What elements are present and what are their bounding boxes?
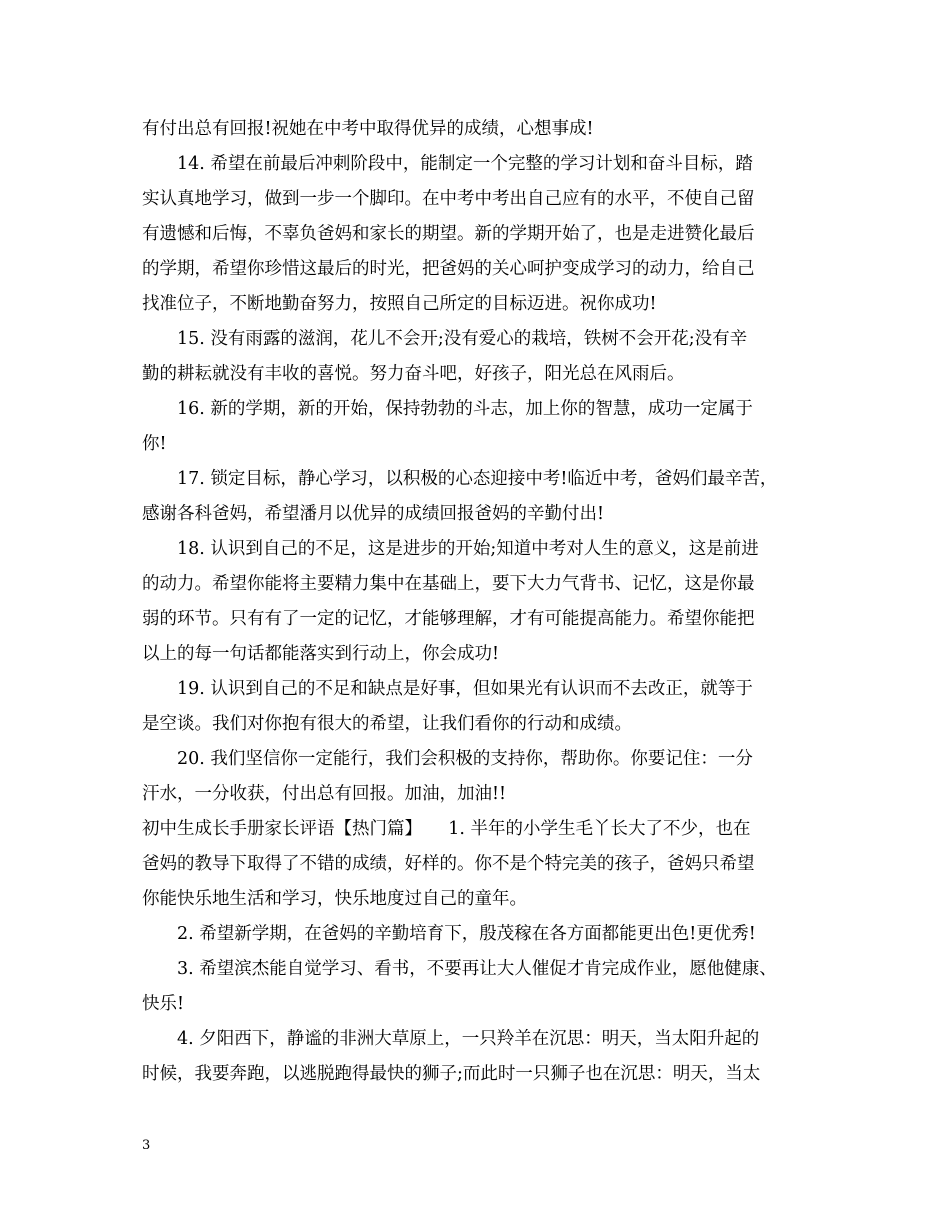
text-line: 是空谈。我们对你抱有很大的希望，让我们看你的行动和成绩。 bbox=[142, 714, 632, 734]
text-line: 你! bbox=[142, 434, 167, 454]
text-line: 弱的环节。只有有了一定的记忆，才能够理解，才有可能提高能力。希望你能把 bbox=[142, 609, 755, 629]
text-line: 3. 希望滨杰能自觉学习、看书，不要再让大人催促才肯完成作业，愿他健康、 bbox=[177, 959, 777, 979]
text-line: 时候，我要奔跑，以逃脱跑得最快的狮子;而此时一只狮子也在沉思：明天，当太 bbox=[142, 1064, 761, 1084]
section-heading-line: 初中生成长手册家长评语【热门篇】 1. 半年的小学生毛丫长大了不少，也在 bbox=[142, 819, 751, 839]
text-line: 20. 我们坚信你一定能行，我们会积极的支持你，帮助你。你要记住：一分 bbox=[177, 749, 753, 769]
text-line: 你能快乐地生活和学习，快乐地度过自己的童年。 bbox=[142, 889, 527, 909]
text-line: 16. 新的学期，新的开始，保持勃勃的斗志，加上你的智慧，成功一定属于 bbox=[177, 399, 753, 419]
text-line: 19. 认识到自己的不足和缺点是好事，但如果光有认识而不去改正，就等于 bbox=[177, 679, 753, 699]
text-line: 15. 没有雨露的滋润，花儿不会开;没有爱心的栽培，铁树不会开花;没有辛 bbox=[177, 329, 748, 349]
text-line: 的学期，希望你珍惜这最后的时光，把爸妈的关心呵护变成学习的动力，给自己 bbox=[142, 259, 755, 279]
text-line: 4. 夕阳西下，静谧的非洲大草原上，一只羚羊在沉思：明天，当太阳升起的 bbox=[177, 1029, 760, 1049]
text-line: 感谢各科爸妈，希望潘月以优异的成绩回报爸妈的辛勤付出! bbox=[142, 504, 605, 524]
text-line: 18. 认识到自己的不足，这是进步的开始;知道中考对人生的意义，这是前进 bbox=[177, 539, 759, 559]
text-line: 的动力。希望你能将主要精力集中在基础上，要下大力气背书、记忆，这是你最 bbox=[142, 574, 755, 594]
text-line: 实认真地学习，做到一步一个脚印。在中考中考出自己应有的水平，不使自己留 bbox=[142, 189, 755, 209]
text-line: 爸妈的教导下取得了不错的成绩，好样的。你不是个特完美的孩子，爸妈只希望 bbox=[142, 854, 755, 874]
text-line: 汗水，一分收获，付出总有回报。加油，加油!! bbox=[142, 784, 507, 804]
text-line: 以上的每一句话都能落实到行动上，你会成功! bbox=[142, 644, 500, 664]
text-line: 有遗憾和后悔，不辜负爸妈和家长的期望。新的学期开始了，也是走进赞化最后 bbox=[142, 224, 755, 244]
text-line: 2. 希望新学期，在爸妈的辛勤培育下，殷茂稼在各方面都能更出色!更优秀! bbox=[177, 924, 756, 944]
text-line: 勤的耕耘就没有丰收的喜悦。努力奋斗吧，好孩子，阳光总在风雨后。 bbox=[142, 364, 685, 384]
text-line: 快乐! bbox=[142, 994, 185, 1014]
text-line: 17. 锁定目标，静心学习，以积极的心态迎接中考!临近中考，爸妈们最辛苦， bbox=[177, 469, 778, 489]
page-number: 3 bbox=[142, 1138, 151, 1153]
text-line: 14. 希望在前最后冲刺阶段中，能制定一个完整的学习计划和奋斗目标，踏 bbox=[177, 154, 753, 174]
text-line: 有付出总有回报!祝她在中考中取得优异的成绩，心想事成! bbox=[142, 119, 594, 139]
text-line: 找准位子，不断地勤奋努力，按照自己所定的目标迈进。祝你成功! bbox=[142, 294, 657, 314]
